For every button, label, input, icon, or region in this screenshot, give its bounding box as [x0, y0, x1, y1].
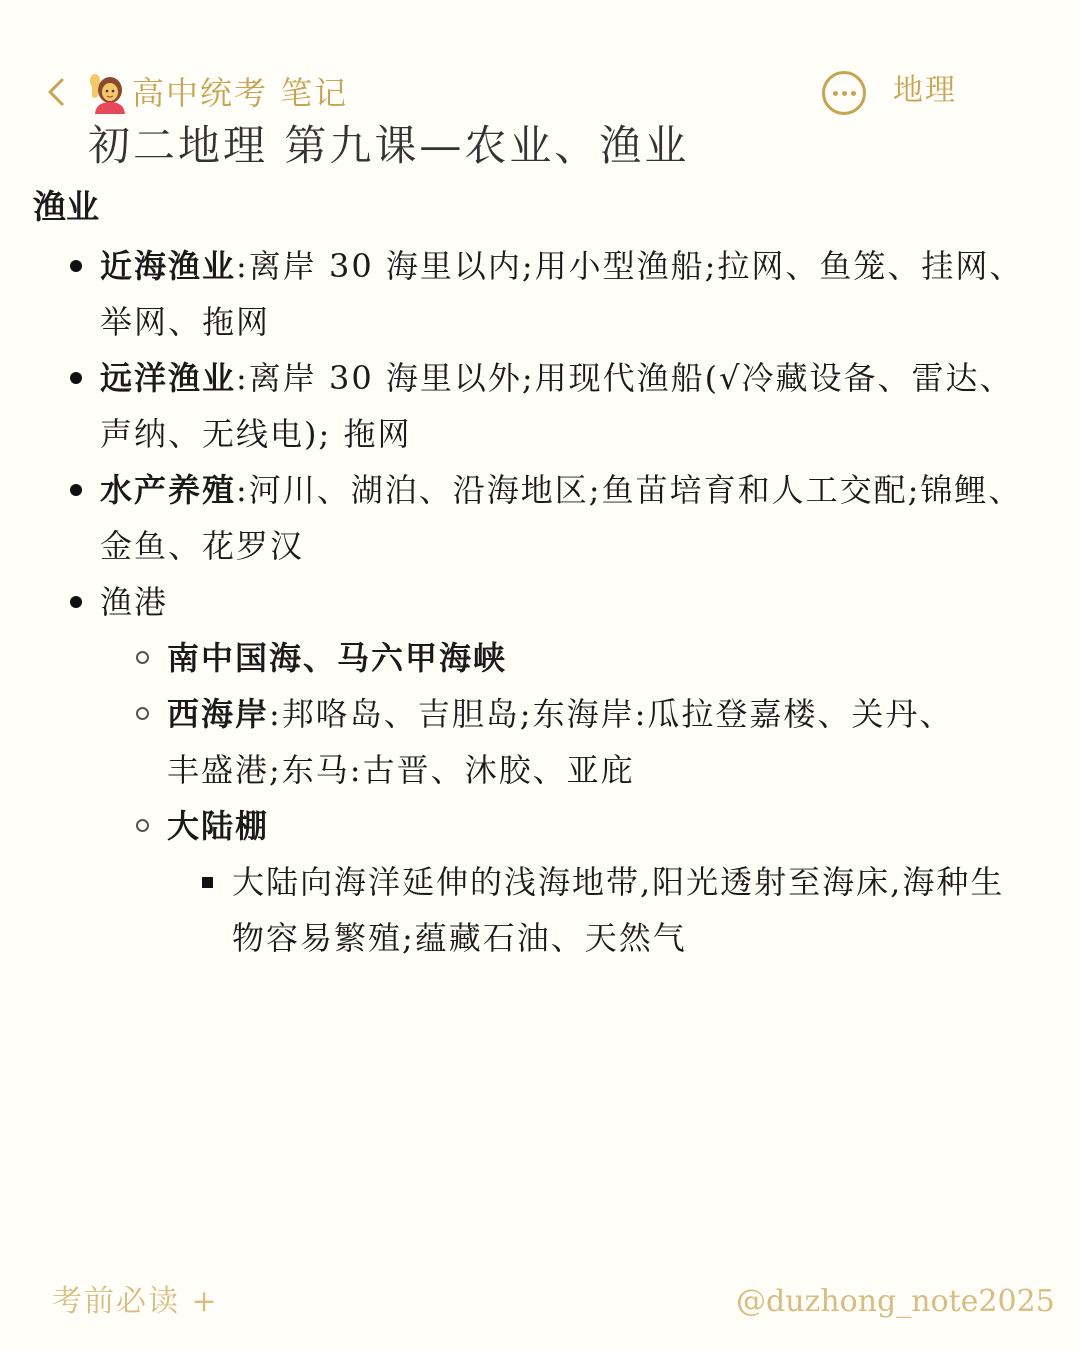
back-button[interactable]	[40, 72, 76, 112]
bullet-keyword: 水产养殖	[100, 471, 237, 509]
list-item	[0, 854, 1032, 966]
bullet-keyword: 近海渔业	[100, 247, 237, 285]
list-item	[0, 630, 987, 686]
chevron-left-icon	[40, 72, 76, 112]
bullet-text: :河川、湖泊、沿海地区;鱼苗培育和人工交配;锦鲤、金鱼、花罗汉	[100, 471, 1023, 565]
bullet-list	[0, 238, 1080, 630]
bullet-text: :邦咯岛、吉胆岛;东海岸:瓜拉登嘉楼、关丹、丰盛港;东马:古晋、沐胶、亚庇	[167, 695, 954, 789]
bullet-square-icon	[202, 877, 213, 888]
list-item	[0, 798, 987, 854]
category-label[interactable]: 地理	[893, 73, 957, 108]
folder-title[interactable]: 高中统考 笔记	[132, 74, 349, 112]
bullet-circle-icon	[136, 707, 149, 720]
bullet-circle-icon	[136, 651, 149, 664]
list-item	[0, 686, 987, 798]
footer-tag[interactable]: 考前必读 +	[52, 1284, 219, 1319]
sub-bullet-list	[0, 630, 1080, 854]
bullet-text: 渔港	[100, 583, 169, 621]
list-item	[0, 462, 1030, 574]
bullet-text: :离岸 30 海里以内;用小型渔船;拉网、鱼笼、挂网、举网、拖网	[100, 247, 1024, 341]
bullet-dot-icon	[70, 596, 82, 608]
more-options-icon[interactable]	[822, 71, 866, 115]
list-item	[0, 238, 1030, 350]
bullet-text: :离岸 30 海里以外;用现代渔船(√冷藏设备、雷达、声纳、无线电); 拖网	[100, 359, 1014, 453]
note-body	[0, 238, 1080, 966]
bullet-dot-icon	[70, 260, 82, 272]
bullet-keyword: 西海岸	[167, 695, 270, 733]
footer-watermark: @duzhong_note2025	[736, 1284, 1055, 1319]
bullet-text: 大陆向海洋延伸的浅海地带,阳光透射至海床,海种生物容易繁殖;蕴藏石油、天然气	[232, 863, 1005, 957]
raising-hand-emoji-icon	[86, 72, 128, 114]
section-heading: 渔业	[33, 187, 99, 226]
bullet-keyword: 大陆棚	[167, 807, 270, 845]
bullet-dot-icon	[70, 372, 82, 384]
list-item	[0, 350, 1030, 462]
bullet-circle-icon	[136, 819, 149, 832]
bullet-dot-icon	[70, 484, 82, 496]
bullet-keyword: 南中国海、马六甲海峡	[167, 639, 508, 677]
list-item	[0, 574, 1030, 630]
sub-sub-bullet-list	[0, 854, 1080, 966]
bullet-keyword: 远洋渔业	[100, 359, 237, 397]
note-title: 初二地理 第九课—农业、渔业	[88, 121, 690, 170]
